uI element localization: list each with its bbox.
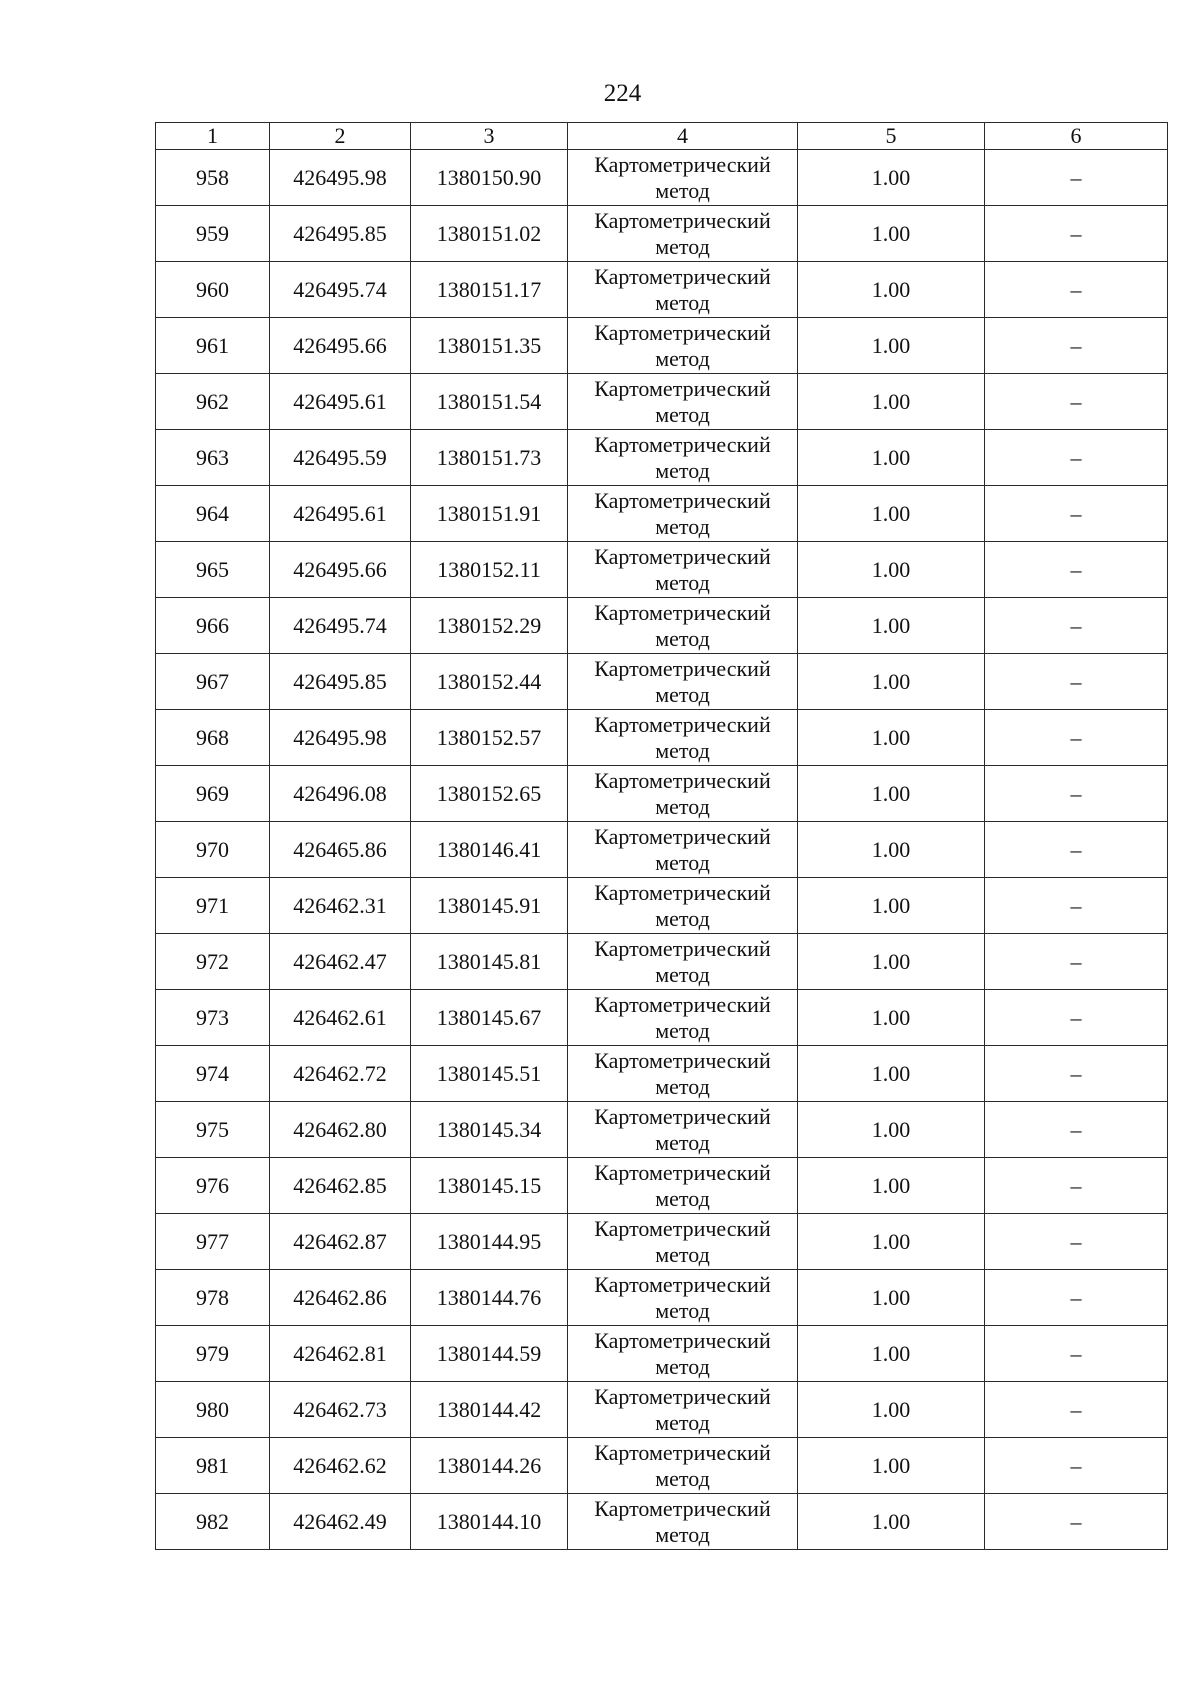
table-row xyxy=(156,1438,1168,1494)
method-line-2: метод xyxy=(655,1073,710,1099)
method-line-1: Картометрический xyxy=(594,655,771,681)
method-line-2: метод xyxy=(655,1241,710,1267)
method-line-2: метод xyxy=(655,849,710,875)
point-number-cell: 965 xyxy=(156,542,270,598)
method-cell xyxy=(568,1326,798,1382)
note-cell: – xyxy=(985,206,1168,262)
method-cell xyxy=(568,598,798,654)
note-cell: – xyxy=(985,262,1168,318)
method-cell xyxy=(568,1382,798,1438)
note-cell: – xyxy=(985,1326,1168,1382)
method-line-2: метод xyxy=(655,233,710,259)
note-cell: – xyxy=(985,878,1168,934)
point-number-cell: 974 xyxy=(156,1046,270,1102)
x-coordinate-cell: 426462.86 xyxy=(270,1270,411,1326)
x-coordinate-cell: 426462.81 xyxy=(270,1326,411,1382)
x-coordinate-cell: 426495.59 xyxy=(270,430,411,486)
x-coordinate-cell: 426462.62 xyxy=(270,1438,411,1494)
y-coordinate-cell: 1380152.29 xyxy=(411,598,568,654)
point-number-cell: 971 xyxy=(156,878,270,934)
table-row xyxy=(156,1382,1168,1438)
y-coordinate-cell: 1380145.34 xyxy=(411,1102,568,1158)
accuracy-cell: 1.00 xyxy=(798,1270,985,1326)
column-header: 5 xyxy=(798,123,985,150)
point-number-cell: 970 xyxy=(156,822,270,878)
x-coordinate-cell: 426495.85 xyxy=(270,206,411,262)
table-row xyxy=(156,150,1168,206)
table-row xyxy=(156,262,1168,318)
note-cell: – xyxy=(985,430,1168,486)
method-line-1: Картометрический xyxy=(594,1327,771,1353)
point-number-cell: 975 xyxy=(156,1102,270,1158)
method-line-2: метод xyxy=(655,345,710,371)
column-header: 6 xyxy=(985,123,1168,150)
x-coordinate-cell: 426462.72 xyxy=(270,1046,411,1102)
accuracy-cell: 1.00 xyxy=(798,654,985,710)
accuracy-cell: 1.00 xyxy=(798,542,985,598)
note-cell: – xyxy=(985,598,1168,654)
method-line-1: Картометрический xyxy=(594,711,771,737)
table-row xyxy=(156,374,1168,430)
point-number-cell: 977 xyxy=(156,1214,270,1270)
point-number-cell: 960 xyxy=(156,262,270,318)
method-cell xyxy=(568,206,798,262)
method-line-2: метод xyxy=(655,681,710,707)
accuracy-cell: 1.00 xyxy=(798,990,985,1046)
x-coordinate-cell: 426495.98 xyxy=(270,150,411,206)
accuracy-cell: 1.00 xyxy=(798,1102,985,1158)
point-number-cell: 982 xyxy=(156,1494,270,1550)
note-cell: – xyxy=(985,1214,1168,1270)
method-line-1: Картометрический xyxy=(594,935,771,961)
table-row xyxy=(156,766,1168,822)
point-number-cell: 963 xyxy=(156,430,270,486)
note-cell: – xyxy=(985,766,1168,822)
point-number-cell: 966 xyxy=(156,598,270,654)
method-line-1: Картометрический xyxy=(594,1439,771,1465)
method-line-1: Картометрический xyxy=(594,1383,771,1409)
y-coordinate-cell: 1380152.57 xyxy=(411,710,568,766)
table-row xyxy=(156,1046,1168,1102)
method-cell xyxy=(568,654,798,710)
method-cell xyxy=(568,374,798,430)
y-coordinate-cell: 1380144.76 xyxy=(411,1270,568,1326)
accuracy-cell: 1.00 xyxy=(798,1382,985,1438)
method-line-1: Картометрический xyxy=(594,487,771,513)
method-line-2: метод xyxy=(655,1185,710,1211)
method-line-2: метод xyxy=(655,625,710,651)
point-number-cell: 959 xyxy=(156,206,270,262)
note-cell: – xyxy=(985,1046,1168,1102)
method-line-1: Картометрический xyxy=(594,599,771,625)
accuracy-cell: 1.00 xyxy=(798,486,985,542)
method-line-1: Картометрический xyxy=(594,823,771,849)
accuracy-cell: 1.00 xyxy=(798,374,985,430)
y-coordinate-cell: 1380145.51 xyxy=(411,1046,568,1102)
method-line-2: метод xyxy=(655,793,710,819)
accuracy-cell: 1.00 xyxy=(798,1214,985,1270)
method-line-2: метод xyxy=(655,1297,710,1323)
method-line-1: Картометрический xyxy=(594,151,771,177)
point-number-cell: 961 xyxy=(156,318,270,374)
table-row xyxy=(156,1270,1168,1326)
method-line-1: Картометрический xyxy=(594,375,771,401)
method-cell xyxy=(568,822,798,878)
method-line-1: Картометрический xyxy=(594,1495,771,1521)
method-line-2: метод xyxy=(655,289,710,315)
table-row xyxy=(156,1326,1168,1382)
x-coordinate-cell: 426495.74 xyxy=(270,598,411,654)
method-cell xyxy=(568,1102,798,1158)
method-line-1: Картометрический xyxy=(594,263,771,289)
table-row xyxy=(156,710,1168,766)
table-row xyxy=(156,654,1168,710)
column-header: 3 xyxy=(411,123,568,150)
point-number-cell: 972 xyxy=(156,934,270,990)
x-coordinate-cell: 426462.49 xyxy=(270,1494,411,1550)
y-coordinate-cell: 1380144.10 xyxy=(411,1494,568,1550)
y-coordinate-cell: 1380151.02 xyxy=(411,206,568,262)
method-cell xyxy=(568,934,798,990)
method-cell xyxy=(568,710,798,766)
page-number: 224 xyxy=(603,80,642,107)
x-coordinate-cell: 426462.31 xyxy=(270,878,411,934)
accuracy-cell: 1.00 xyxy=(798,150,985,206)
method-cell xyxy=(568,1494,798,1550)
method-line-2: метод xyxy=(655,1465,710,1491)
method-cell xyxy=(568,542,798,598)
method-cell xyxy=(568,990,798,1046)
method-line-1: Картометрический xyxy=(594,1215,771,1241)
method-cell xyxy=(568,262,798,318)
note-cell: – xyxy=(985,1158,1168,1214)
method-cell xyxy=(568,1438,798,1494)
table-row xyxy=(156,206,1168,262)
point-number-cell: 962 xyxy=(156,374,270,430)
method-cell xyxy=(568,878,798,934)
accuracy-cell: 1.00 xyxy=(798,262,985,318)
method-line-1: Картометрический xyxy=(594,1103,771,1129)
y-coordinate-cell: 1380151.17 xyxy=(411,262,568,318)
point-number-cell: 964 xyxy=(156,486,270,542)
table-row xyxy=(156,990,1168,1046)
accuracy-cell: 1.00 xyxy=(798,1046,985,1102)
method-cell xyxy=(568,1214,798,1270)
x-coordinate-cell: 426495.85 xyxy=(270,654,411,710)
y-coordinate-cell: 1380151.54 xyxy=(411,374,568,430)
accuracy-cell: 1.00 xyxy=(798,1438,985,1494)
point-number-cell: 973 xyxy=(156,990,270,1046)
x-coordinate-cell: 426495.66 xyxy=(270,542,411,598)
x-coordinate-cell: 426462.85 xyxy=(270,1158,411,1214)
y-coordinate-cell: 1380145.91 xyxy=(411,878,568,934)
accuracy-cell: 1.00 xyxy=(798,1326,985,1382)
accuracy-cell: 1.00 xyxy=(798,318,985,374)
method-line-1: Картометрический xyxy=(594,319,771,345)
accuracy-cell: 1.00 xyxy=(798,1158,985,1214)
accuracy-cell: 1.00 xyxy=(798,934,985,990)
table-row xyxy=(156,934,1168,990)
note-cell: – xyxy=(985,374,1168,430)
note-cell: – xyxy=(985,654,1168,710)
method-line-1: Картометрический xyxy=(594,431,771,457)
point-number-cell: 958 xyxy=(156,150,270,206)
accuracy-cell: 1.00 xyxy=(798,878,985,934)
note-cell: – xyxy=(985,1102,1168,1158)
table-row xyxy=(156,822,1168,878)
x-coordinate-cell: 426462.87 xyxy=(270,1214,411,1270)
note-cell: – xyxy=(985,318,1168,374)
table-row xyxy=(156,1102,1168,1158)
method-line-2: метод xyxy=(655,905,710,931)
y-coordinate-cell: 1380152.44 xyxy=(411,654,568,710)
y-coordinate-cell: 1380144.95 xyxy=(411,1214,568,1270)
x-coordinate-cell: 426496.08 xyxy=(270,766,411,822)
y-coordinate-cell: 1380152.11 xyxy=(411,542,568,598)
point-number-cell: 976 xyxy=(156,1158,270,1214)
accuracy-cell: 1.00 xyxy=(798,766,985,822)
accuracy-cell: 1.00 xyxy=(798,206,985,262)
accuracy-cell: 1.00 xyxy=(798,1494,985,1550)
x-coordinate-cell: 426495.61 xyxy=(270,374,411,430)
table-row xyxy=(156,486,1168,542)
y-coordinate-cell: 1380144.26 xyxy=(411,1438,568,1494)
accuracy-cell: 1.00 xyxy=(798,430,985,486)
method-line-2: метод xyxy=(655,1129,710,1155)
accuracy-cell: 1.00 xyxy=(798,822,985,878)
method-line-1: Картометрический xyxy=(594,207,771,233)
method-line-2: метод xyxy=(655,401,710,427)
x-coordinate-cell: 426462.73 xyxy=(270,1382,411,1438)
table-row xyxy=(156,318,1168,374)
table-row xyxy=(156,598,1168,654)
method-cell xyxy=(568,486,798,542)
note-cell: – xyxy=(985,1438,1168,1494)
table-row xyxy=(156,430,1168,486)
point-number-cell: 980 xyxy=(156,1382,270,1438)
note-cell: – xyxy=(985,542,1168,598)
y-coordinate-cell: 1380151.73 xyxy=(411,430,568,486)
x-coordinate-cell: 426495.66 xyxy=(270,318,411,374)
point-number-cell: 978 xyxy=(156,1270,270,1326)
method-line-1: Картометрический xyxy=(594,991,771,1017)
x-coordinate-cell: 426495.98 xyxy=(270,710,411,766)
table-row xyxy=(156,1214,1168,1270)
method-line-1: Картометрический xyxy=(594,767,771,793)
note-cell: – xyxy=(985,486,1168,542)
method-line-1: Картометрический xyxy=(594,879,771,905)
y-coordinate-cell: 1380151.35 xyxy=(411,318,568,374)
y-coordinate-cell: 1380145.81 xyxy=(411,934,568,990)
note-cell: – xyxy=(985,150,1168,206)
method-line-2: метод xyxy=(655,1521,710,1547)
note-cell: – xyxy=(985,1382,1168,1438)
column-header: 2 xyxy=(270,123,411,150)
point-number-cell: 967 xyxy=(156,654,270,710)
method-line-2: метод xyxy=(655,1409,710,1435)
y-coordinate-cell: 1380151.91 xyxy=(411,486,568,542)
method-cell xyxy=(568,1046,798,1102)
note-cell: – xyxy=(985,710,1168,766)
table-body xyxy=(156,150,1168,1550)
method-line-2: метод xyxy=(655,457,710,483)
method-cell xyxy=(568,1158,798,1214)
note-cell: – xyxy=(985,1270,1168,1326)
x-coordinate-cell: 426495.74 xyxy=(270,262,411,318)
table-row xyxy=(156,1158,1168,1214)
method-line-1: Картометрический xyxy=(594,1159,771,1185)
point-number-cell: 968 xyxy=(156,710,270,766)
x-coordinate-cell: 426462.61 xyxy=(270,990,411,1046)
y-coordinate-cell: 1380145.67 xyxy=(411,990,568,1046)
method-cell xyxy=(568,766,798,822)
x-coordinate-cell: 426465.86 xyxy=(270,822,411,878)
method-cell xyxy=(568,318,798,374)
header-row xyxy=(156,123,1168,150)
column-header: 1 xyxy=(156,123,270,150)
method-line-2: метод xyxy=(655,1353,710,1379)
table-row xyxy=(156,878,1168,934)
point-number-cell: 969 xyxy=(156,766,270,822)
point-number-cell: 981 xyxy=(156,1438,270,1494)
method-line-2: метод xyxy=(655,1017,710,1043)
note-cell: – xyxy=(985,822,1168,878)
method-line-1: Картометрический xyxy=(594,1047,771,1073)
method-cell xyxy=(568,430,798,486)
note-cell: – xyxy=(985,934,1168,990)
method-line-2: метод xyxy=(655,513,710,539)
column-header: 4 xyxy=(568,123,798,150)
method-line-1: Картометрический xyxy=(594,1271,771,1297)
y-coordinate-cell: 1380152.65 xyxy=(411,766,568,822)
method-line-2: метод xyxy=(655,737,710,763)
x-coordinate-cell: 426462.80 xyxy=(270,1102,411,1158)
accuracy-cell: 1.00 xyxy=(798,710,985,766)
accuracy-cell: 1.00 xyxy=(798,598,985,654)
table-row xyxy=(156,1494,1168,1550)
x-coordinate-cell: 426462.47 xyxy=(270,934,411,990)
method-line-2: метод xyxy=(655,961,710,987)
y-coordinate-cell: 1380144.42 xyxy=(411,1382,568,1438)
y-coordinate-cell: 1380145.15 xyxy=(411,1158,568,1214)
coordinates-table xyxy=(155,122,1168,1550)
note-cell: – xyxy=(985,990,1168,1046)
method-line-2: метод xyxy=(655,569,710,595)
method-cell xyxy=(568,150,798,206)
note-cell: – xyxy=(985,1494,1168,1550)
method-line-1: Картометрический xyxy=(594,543,771,569)
method-line-2: метод xyxy=(655,177,710,203)
y-coordinate-cell: 1380146.41 xyxy=(411,822,568,878)
point-number-cell: 979 xyxy=(156,1326,270,1382)
x-coordinate-cell: 426495.61 xyxy=(270,486,411,542)
y-coordinate-cell: 1380150.90 xyxy=(411,150,568,206)
y-coordinate-cell: 1380144.59 xyxy=(411,1326,568,1382)
table-row xyxy=(156,542,1168,598)
method-cell xyxy=(568,1270,798,1326)
